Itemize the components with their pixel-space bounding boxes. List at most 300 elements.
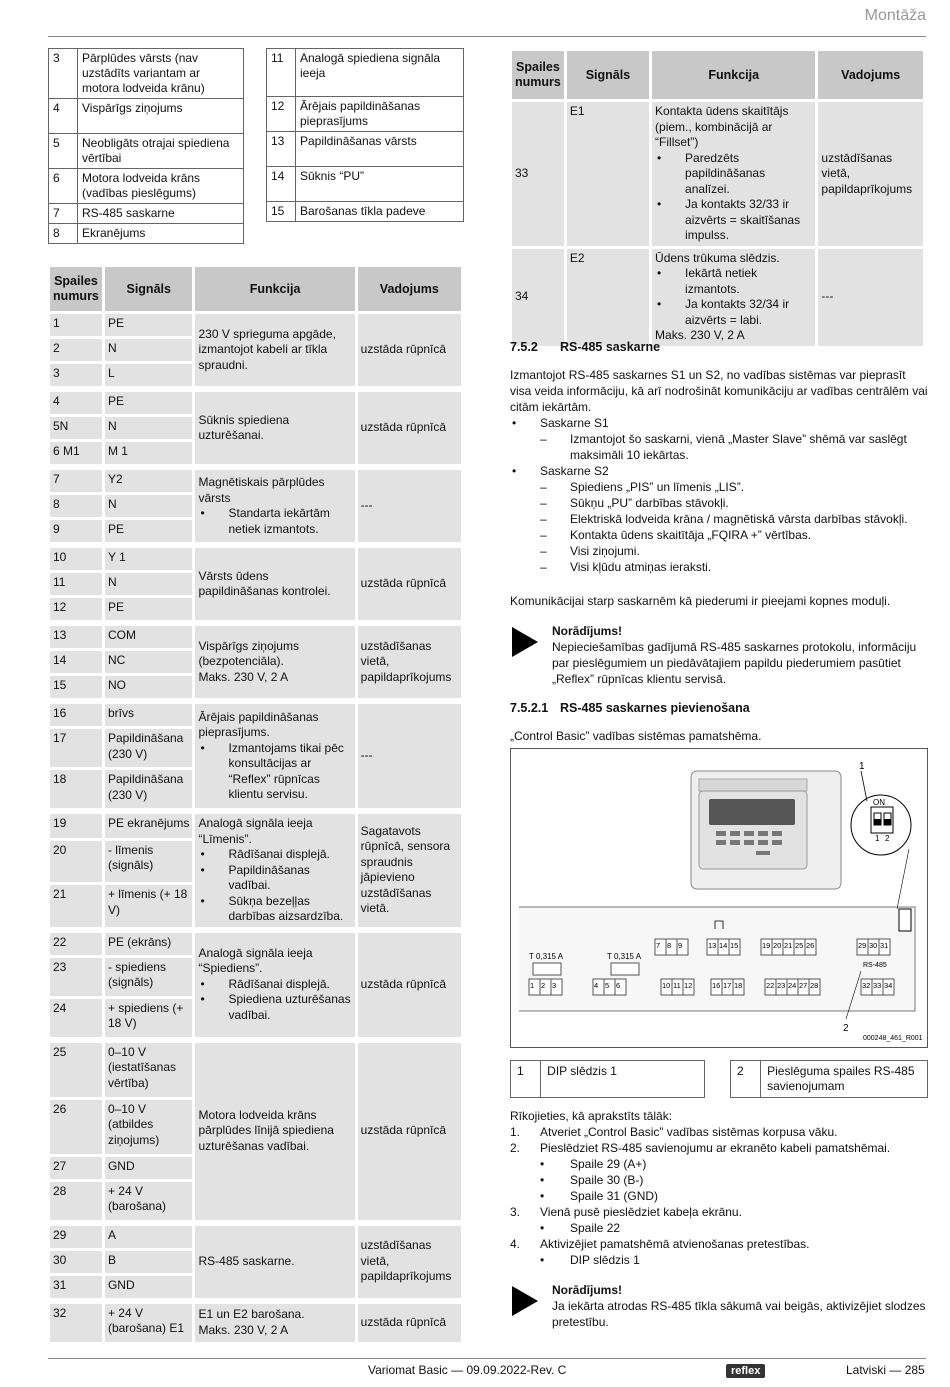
column-header: Funkcija bbox=[652, 51, 815, 99]
subitem-text: Visi kļūdu atmiņas ieraksti. bbox=[570, 560, 712, 574]
key-number: 11 bbox=[267, 49, 296, 97]
terminal-signal: L bbox=[105, 364, 193, 386]
legend-number: 2 bbox=[730, 1061, 760, 1098]
terminal-number: 7 bbox=[50, 470, 102, 492]
terminal-signal: A bbox=[105, 1226, 193, 1248]
key-number: 3 bbox=[49, 49, 78, 99]
key-label: Vispārīgs ziņojums bbox=[78, 99, 244, 134]
terminal-number: 8 bbox=[50, 495, 102, 517]
terminal-block-top-number: 26 bbox=[806, 941, 815, 950]
terminal-signal: N bbox=[105, 339, 193, 361]
step-number: 3. bbox=[510, 1205, 521, 1219]
interface-item bbox=[510, 415, 928, 431]
terminal-block-top-number: 7 bbox=[656, 941, 661, 950]
terminal-block-top-number: 15 bbox=[730, 941, 739, 950]
step-text: Aktivizējiet pamatshēmā atvienošanas pretestības. bbox=[540, 1237, 810, 1251]
procedure bbox=[510, 1108, 928, 1332]
terminal-block-bottom-number: 3 bbox=[552, 981, 557, 990]
terminal-function bbox=[195, 626, 354, 698]
terminal-wiring: uzstādīšanas vietā, papildaprīkojums bbox=[358, 626, 461, 698]
terminal-block-bottom-number: 24 bbox=[788, 981, 797, 990]
function-text: Vārsts ūdens papildināšanas kontrolei. bbox=[198, 568, 331, 598]
terminal-row bbox=[50, 704, 461, 726]
subitem-text: DIP slēdzis 1 bbox=[570, 1253, 640, 1267]
bullet-glyph: • bbox=[512, 416, 517, 430]
key-row bbox=[267, 167, 464, 202]
terminal-signal: + 24 V (barošana) E1 bbox=[105, 1304, 193, 1342]
bullet-item: • Standarta iekārtām netiek izmantots. bbox=[198, 506, 351, 537]
callout-1: 1 bbox=[859, 761, 865, 772]
terminal-signal: + 24 V (barošana) bbox=[105, 1182, 193, 1220]
terminal-block-bottom-number: 2 bbox=[541, 981, 546, 990]
terminal-number: 22 bbox=[50, 933, 102, 955]
terminal-block-top-number: 13 bbox=[708, 941, 717, 950]
step-text: Vienā pusē pieslēdziet kabeļa ekrānu. bbox=[540, 1205, 742, 1219]
terminal-number: 28 bbox=[50, 1182, 102, 1220]
terminal-function bbox=[195, 392, 354, 464]
bullet-item: • Rādīšanai displejā. bbox=[198, 977, 351, 993]
footer-lang: Latviski bbox=[846, 1363, 887, 1377]
terminal-block-bottom-number: 23 bbox=[777, 981, 786, 990]
subsection-heading bbox=[510, 701, 928, 716]
terminal-block-bottom-number: 10 bbox=[662, 981, 671, 990]
subitem-text: Spiediens „PIS” un līmenis „LIS”. bbox=[570, 480, 745, 494]
key-row bbox=[49, 49, 244, 99]
column-header: Signāls bbox=[105, 267, 193, 311]
terminal-signal: 0–10 V (iestatīšanas vērtība) bbox=[105, 1043, 193, 1097]
terminal-signal: + līmenis (+ 18 V) bbox=[105, 885, 193, 926]
key-row bbox=[49, 134, 244, 169]
function-rating: Maks. 230 V, 2 A bbox=[198, 669, 289, 684]
terminal-block-bottom-number: 34 bbox=[884, 981, 893, 990]
function-text: Vispārīgs ziņojums (bezpotenciāla). bbox=[198, 638, 299, 669]
key-number: 14 bbox=[267, 167, 296, 202]
function-rating: Maks. 230 V, 2 A bbox=[655, 328, 745, 342]
terminal-table-e bbox=[509, 48, 926, 349]
step-text: Atveriet „Control Basic” vadības sistēmas korpusa vāku. bbox=[540, 1125, 838, 1139]
switch-2-label: 2 bbox=[885, 834, 890, 843]
step-subitem bbox=[510, 1172, 928, 1188]
terminal-number: 19 bbox=[50, 814, 102, 838]
key-label: Neobligāts otrajai spiediena vērtībai bbox=[78, 134, 244, 169]
reflex-logo: reflex bbox=[726, 1364, 765, 1378]
terminal-number: 11 bbox=[50, 573, 102, 595]
terminal-signal: GND bbox=[105, 1276, 193, 1298]
key-label: Pārplūdes vārsts (nav uzstādīts variantam ar motora lodveida krānu) bbox=[78, 49, 244, 99]
terminal-wiring: uzstāda rūpnīcā bbox=[358, 1043, 461, 1220]
bullet-glyph: • bbox=[540, 1173, 545, 1187]
terminal-block-bottom-number: 27 bbox=[799, 981, 808, 990]
legend-text: Pieslēguma spailes RS-485 savienojumam bbox=[761, 1061, 928, 1098]
function-bullets bbox=[655, 266, 812, 328]
subitem-text: Sūkņu „PU” darbības stāvokļi. bbox=[570, 496, 729, 510]
terminal-block-bottom-number: 1 bbox=[530, 981, 535, 990]
key-label: Analogā spiediena signāla ieeja bbox=[296, 49, 464, 97]
terminal-signal: PE ekranējums bbox=[105, 814, 193, 838]
legend-text: DIP slēdzis 1 bbox=[541, 1061, 705, 1098]
terminal-number: 25 bbox=[50, 1043, 102, 1097]
control-basic-diagram bbox=[511, 749, 927, 1047]
terminal-row bbox=[50, 1304, 461, 1342]
column-header: Funkcija bbox=[195, 267, 354, 311]
bullet-item: • Rādīšanai displejā. bbox=[198, 847, 351, 863]
terminal-row bbox=[50, 314, 461, 336]
section-header: Montāža bbox=[864, 7, 926, 24]
key-label: Ekranējums bbox=[78, 224, 244, 244]
dash-glyph: – bbox=[540, 528, 547, 542]
subitem-text: Visi ziņojumi. bbox=[570, 544, 640, 558]
dash-glyph: – bbox=[540, 560, 547, 574]
terminal-signal: E2 bbox=[567, 249, 649, 346]
interface-subitem bbox=[510, 431, 928, 463]
fuse-2 bbox=[611, 963, 639, 975]
terminal-signal: PE bbox=[105, 598, 193, 620]
key-row bbox=[267, 97, 464, 132]
terminal-number: 9 bbox=[50, 520, 102, 542]
bullet-item: • Paredzēts papildināšanas analīzei. bbox=[655, 151, 812, 198]
terminal-row bbox=[50, 933, 461, 955]
procedure-step bbox=[510, 1236, 928, 1252]
key-table-right bbox=[266, 48, 464, 222]
terminal-function bbox=[195, 470, 354, 542]
terminal-wiring: uzstādīšanas vietā, papildaprīkojums bbox=[818, 102, 923, 246]
terminal-number: 10 bbox=[50, 548, 102, 570]
terminal-number: 18 bbox=[50, 770, 102, 808]
terminal-block-bottom-number: 6 bbox=[616, 981, 621, 990]
figure-intro: „Control Basic” vadības sistēmas pamatshēma. bbox=[510, 729, 762, 743]
key-row bbox=[49, 169, 244, 204]
step-subitem bbox=[510, 1188, 928, 1204]
step-number: 2. bbox=[510, 1141, 521, 1155]
terminal-block-top-number: 8 bbox=[667, 941, 672, 950]
dash-glyph: – bbox=[540, 496, 547, 510]
terminal-signal: N bbox=[105, 573, 193, 595]
interface-list bbox=[510, 415, 928, 575]
terminal-wiring: uzstāda rūpnīcā bbox=[358, 933, 461, 1037]
fuse-1 bbox=[533, 963, 561, 975]
interface-label: Saskarne S2 bbox=[540, 464, 609, 478]
bullet-glyph: • bbox=[512, 464, 517, 478]
terminal-signal: Y2 bbox=[105, 470, 193, 492]
dash-glyph: – bbox=[540, 544, 547, 558]
key-label: Ārējais papildināšanas pieprasījums bbox=[296, 97, 464, 132]
column-header: Vadojums bbox=[358, 267, 461, 311]
terminal-signal: Papildināšana (230 V) bbox=[105, 729, 193, 767]
interface-subitem bbox=[510, 559, 928, 575]
interface-subitem bbox=[510, 511, 928, 527]
note-2 bbox=[510, 1282, 928, 1332]
terminal-function bbox=[195, 314, 354, 386]
column-header: Spailes numurs bbox=[50, 267, 102, 311]
terminal-function bbox=[652, 249, 815, 346]
terminal-signal: Y 1 bbox=[105, 548, 193, 570]
interface-subitem bbox=[510, 479, 928, 495]
terminal-signal: N bbox=[105, 417, 193, 439]
terminal-signal: - spiediens (signāls) bbox=[105, 958, 193, 996]
note-arrow-icon bbox=[512, 627, 538, 657]
terminal-function bbox=[195, 704, 354, 808]
terminal-signal: brīvs bbox=[105, 704, 193, 726]
function-text: Kontakta ūdens skaitītājs (piem., kombinācijā ar “Fillset”) bbox=[655, 104, 789, 149]
subitem-text: Spaile 30 (B-) bbox=[570, 1173, 644, 1187]
key-row bbox=[267, 49, 464, 97]
function-text: Motora lodveida krāns pārplūdes līnijā spiediena uzturēšanas vadībai. bbox=[198, 1107, 334, 1153]
terminal-signal: N bbox=[105, 495, 193, 517]
terminal-signal: GND bbox=[105, 1157, 193, 1179]
procedure-step bbox=[510, 1124, 928, 1140]
function-rating: Maks. 230 V, 2 A bbox=[198, 1322, 289, 1337]
table-header-row bbox=[50, 267, 461, 311]
dash-glyph: – bbox=[540, 480, 547, 494]
header-rule bbox=[48, 36, 926, 37]
footer-rule bbox=[48, 1358, 926, 1359]
terminal-number: 26 bbox=[50, 1100, 102, 1154]
terminal-wiring: Sagatavots rūpnīcā, sensora spraudnis jāpievieno uzstādīšanas vietā. bbox=[358, 814, 461, 927]
function-bullets bbox=[198, 977, 351, 1024]
terminal-block-bottom-number: 12 bbox=[684, 981, 693, 990]
terminal-function bbox=[195, 548, 354, 620]
fuse-1-label: T 0,315 A bbox=[529, 952, 564, 961]
terminal-number: 23 bbox=[50, 958, 102, 996]
key-number: 8 bbox=[49, 224, 78, 244]
function-bullets bbox=[198, 741, 351, 803]
terminal-table bbox=[47, 264, 464, 1345]
terminal-block-bottom-number: 4 bbox=[594, 981, 599, 990]
controller-display bbox=[709, 799, 795, 825]
terminal-wiring: uzstāda rūpnīcā bbox=[358, 314, 461, 386]
terminal-wiring: uzstāda rūpnīcā bbox=[358, 392, 461, 464]
terminal-function bbox=[195, 1226, 354, 1298]
terminal-block-bottom-number: 33 bbox=[873, 981, 882, 990]
key-number: 13 bbox=[267, 132, 296, 167]
terminal-row bbox=[512, 249, 923, 346]
terminal-function bbox=[195, 1043, 354, 1220]
section-number: 7.5.2 bbox=[510, 340, 538, 354]
terminal-block-top-number: 21 bbox=[784, 941, 793, 950]
note-arrow-icon bbox=[512, 1286, 538, 1316]
key-label: Barošanas tīkla padeve bbox=[296, 202, 464, 222]
subitem-text: Kontakta ūdens skaitītāja „FQIRA +” vērtības. bbox=[570, 528, 812, 542]
terminal-row bbox=[50, 470, 461, 492]
interface-subitem bbox=[510, 527, 928, 543]
terminal-block-bottom-number: 18 bbox=[734, 981, 743, 990]
terminal-wiring: uzstādīšanas vietā, papildaprīkojums bbox=[358, 1226, 461, 1298]
terminal-signal: Papildināšana (230 V) bbox=[105, 770, 193, 808]
terminal-signal: NO bbox=[105, 676, 193, 698]
terminal-signal: B bbox=[105, 1251, 193, 1273]
key-number: 4 bbox=[49, 99, 78, 134]
terminal-wiring: uzstāda rūpnīcā bbox=[358, 548, 461, 620]
step-subitem bbox=[510, 1156, 928, 1172]
bullet-glyph: • bbox=[540, 1189, 545, 1203]
function-text: Magnētiskais pārplūdes vārsts bbox=[198, 475, 325, 505]
bullet-item: • Spiediena uzturēšanas vadībai. bbox=[198, 992, 351, 1023]
note-title: Norādījums! bbox=[552, 624, 623, 638]
key-number: 7 bbox=[49, 204, 78, 224]
key-number: 12 bbox=[267, 97, 296, 132]
terminal-signal: NC bbox=[105, 651, 193, 673]
terminal-number: 33 bbox=[512, 102, 564, 246]
note-1 bbox=[510, 623, 928, 685]
terminal-signal: PE bbox=[105, 314, 193, 336]
interface-subitem bbox=[510, 543, 928, 559]
figure-code: 000248_461_R001 bbox=[863, 1035, 923, 1042]
bullet-glyph: • bbox=[540, 1221, 545, 1235]
terminal-number: 32 bbox=[50, 1304, 102, 1342]
terminal-block-top-number: 29 bbox=[858, 941, 867, 950]
terminal-row bbox=[50, 626, 461, 648]
terminal-number: 6 M1 bbox=[50, 442, 102, 464]
function-text: Ārējais papildināšanas pieprasījums. bbox=[198, 709, 319, 739]
note-title: Norādījums! bbox=[552, 1283, 623, 1297]
terminal-block-bottom-number: 16 bbox=[712, 981, 721, 990]
terminal-row bbox=[512, 102, 923, 246]
bullet-glyph: • bbox=[540, 1253, 545, 1267]
procedure-step bbox=[510, 1204, 928, 1220]
bullet-item: • Sūkņa bezeļļas darbības aizsardzība. bbox=[198, 894, 351, 925]
bullet-item: • Iekārtā netiek izmantots. bbox=[655, 266, 812, 297]
on-label: ON bbox=[873, 798, 885, 807]
terminal-block-bottom-number: 32 bbox=[862, 981, 871, 990]
terminal-wiring: uzstāda rūpnīcā bbox=[358, 1304, 461, 1342]
figure-legend bbox=[510, 1060, 928, 1098]
terminal-signal: PE bbox=[105, 520, 193, 542]
step-number: 4. bbox=[510, 1237, 521, 1251]
dip-switch bbox=[899, 909, 911, 931]
key-row bbox=[267, 202, 464, 222]
fuse-2-label: T 0,315 A bbox=[607, 952, 642, 961]
terminal-number: 3 bbox=[50, 364, 102, 386]
bullet-item: • Ja kontakts 32/34 ir aizvērts = labi. bbox=[655, 297, 812, 328]
terminal-number: 30 bbox=[50, 1251, 102, 1273]
dash-glyph: – bbox=[540, 512, 547, 526]
bullet-glyph: • bbox=[540, 1157, 545, 1171]
function-text: RS-485 saskarne. bbox=[198, 1253, 295, 1268]
step-text: Pieslēdziet RS-485 savienojumu ar ekranēto kabeli pamatshēmai. bbox=[540, 1141, 891, 1155]
rs485-label: RS-485 bbox=[863, 962, 887, 969]
terminal-number: 29 bbox=[50, 1226, 102, 1248]
terminal-row bbox=[50, 1226, 461, 1248]
terminal-block-top-number: 25 bbox=[795, 941, 804, 950]
key-number: 6 bbox=[49, 169, 78, 204]
modules-paragraph: Komunikācijai starp saskarnēm kā piederumi ir pieejami kopnes moduļi. bbox=[510, 594, 891, 608]
terminal-function bbox=[195, 933, 354, 1037]
section-heading bbox=[510, 340, 928, 355]
terminal-number: 14 bbox=[50, 651, 102, 673]
terminal-signal: + spiediens (+ 18 V) bbox=[105, 999, 193, 1037]
key-row bbox=[49, 204, 244, 224]
step-number: 1. bbox=[510, 1125, 521, 1139]
terminal-signal: M 1 bbox=[105, 442, 193, 464]
terminal-number: 20 bbox=[50, 841, 102, 882]
terminal-number: 13 bbox=[50, 626, 102, 648]
terminal-block-top-number: 31 bbox=[880, 941, 889, 950]
function-bullets bbox=[198, 506, 351, 537]
legend-number: 1 bbox=[511, 1061, 541, 1098]
subsection-title: RS-485 saskarnes pievienošana bbox=[560, 701, 750, 715]
key-row bbox=[267, 132, 464, 167]
bullet-item: • Ja kontakts 32/33 ir aizvērts = skaitīšanas impulss. bbox=[655, 197, 812, 244]
column-header: Signāls bbox=[567, 51, 649, 99]
function-bullets bbox=[198, 847, 351, 925]
key-row bbox=[49, 99, 244, 134]
terminal-function bbox=[195, 814, 354, 927]
procedure-step bbox=[510, 1140, 928, 1156]
terminal-number: 24 bbox=[50, 999, 102, 1037]
terminal-row bbox=[50, 814, 461, 838]
legend-row bbox=[511, 1061, 928, 1098]
wiring-figure bbox=[510, 748, 928, 1048]
page-number: 285 bbox=[904, 1363, 925, 1377]
key-label: RS-485 saskarne bbox=[78, 204, 244, 224]
interface-item bbox=[510, 463, 928, 479]
terminal-number: 27 bbox=[50, 1157, 102, 1179]
terminal-number: 1 bbox=[50, 314, 102, 336]
key-label: Motora lodveida krāns (vadības pieslēgums) bbox=[78, 169, 244, 204]
procedure-intro: Rīkojieties, kā aprakstīts tālāk: bbox=[510, 1109, 673, 1123]
subitem-text: Spaile 22 bbox=[570, 1221, 621, 1235]
section-7-5-2 bbox=[510, 340, 928, 744]
terminal-number: 34 bbox=[512, 249, 564, 346]
terminal-signal: 0–10 V (atbildes ziņojums) bbox=[105, 1100, 193, 1154]
key-row bbox=[49, 224, 244, 244]
terminal-block-bottom-number: 5 bbox=[605, 981, 610, 990]
column-header: Spailes numurs bbox=[512, 51, 564, 99]
function-text: 230 V sprieguma apgāde, izmantojot kabeli ar tīkla spraudni. bbox=[198, 326, 336, 372]
terminal-function bbox=[652, 102, 815, 246]
function-text: Ūdens trūkuma slēdzis. bbox=[655, 250, 780, 265]
terminal-signal: PE bbox=[105, 392, 193, 414]
interface-label: Saskarne S1 bbox=[540, 416, 609, 430]
procedure-steps bbox=[510, 1124, 928, 1268]
terminal-block-top-number: 19 bbox=[762, 941, 771, 950]
step-subitem bbox=[510, 1252, 928, 1268]
bullet-item: • Papildināšanas vadībai. bbox=[198, 863, 351, 894]
terminal-number: 16 bbox=[50, 704, 102, 726]
terminal-block-bottom-number: 11 bbox=[673, 981, 681, 990]
terminal-number: 4 bbox=[50, 392, 102, 414]
terminal-signal: - līmenis (signāls) bbox=[105, 841, 193, 882]
terminal-number: 5N bbox=[50, 417, 102, 439]
column-header: Vadojums bbox=[818, 51, 923, 99]
terminal-number: 21 bbox=[50, 885, 102, 926]
terminal-block-top-number: 20 bbox=[773, 941, 782, 950]
terminal-block-top-number: 14 bbox=[719, 941, 728, 950]
subitem-text: Spaile 29 (A+) bbox=[570, 1157, 647, 1171]
terminal-block-bottom-number: 22 bbox=[766, 981, 775, 990]
terminal-number: 15 bbox=[50, 676, 102, 698]
subitem-text: Spaile 31 (GND) bbox=[570, 1189, 659, 1203]
section-title: RS-485 saskarne bbox=[560, 340, 661, 354]
subitem-text: Izmantojot šo saskarni, vienā „Master Slave” shēmā var saslēgt maksimāli 10 iekārtas. bbox=[570, 432, 907, 462]
terminal-row bbox=[50, 1043, 461, 1097]
subitem-text: Elektriskā lodveida krāna / magnētiskā vārsta darbības stāvokļi. bbox=[570, 512, 908, 526]
terminal-signal: E1 bbox=[567, 102, 649, 246]
interface-subitem bbox=[510, 495, 928, 511]
bullet-item: • Izmantojams tikai pēc konsultācijas ar “Reflex” rūpnīcas klientu servisu. bbox=[198, 741, 351, 803]
footer-doc: Variomat Basic — 09.09.2022-Rev. C bbox=[368, 1363, 567, 1377]
key-table-left bbox=[48, 48, 244, 244]
terminal-number: 2 bbox=[50, 339, 102, 361]
terminal-block-bottom-number: 17 bbox=[723, 981, 732, 990]
key-number: 15 bbox=[267, 202, 296, 222]
note-text: Ja iekārta atrodas RS-485 tīkla sākumā vai beigās, aktivizējiet slodzes pretestību. bbox=[552, 1299, 926, 1329]
function-text: Sūknis spiediena uzturēšanai. bbox=[198, 412, 290, 442]
terminal-function bbox=[195, 1304, 354, 1342]
terminal-wiring: --- bbox=[358, 470, 461, 542]
key-number: 5 bbox=[49, 134, 78, 169]
dash-glyph: – bbox=[540, 432, 547, 446]
